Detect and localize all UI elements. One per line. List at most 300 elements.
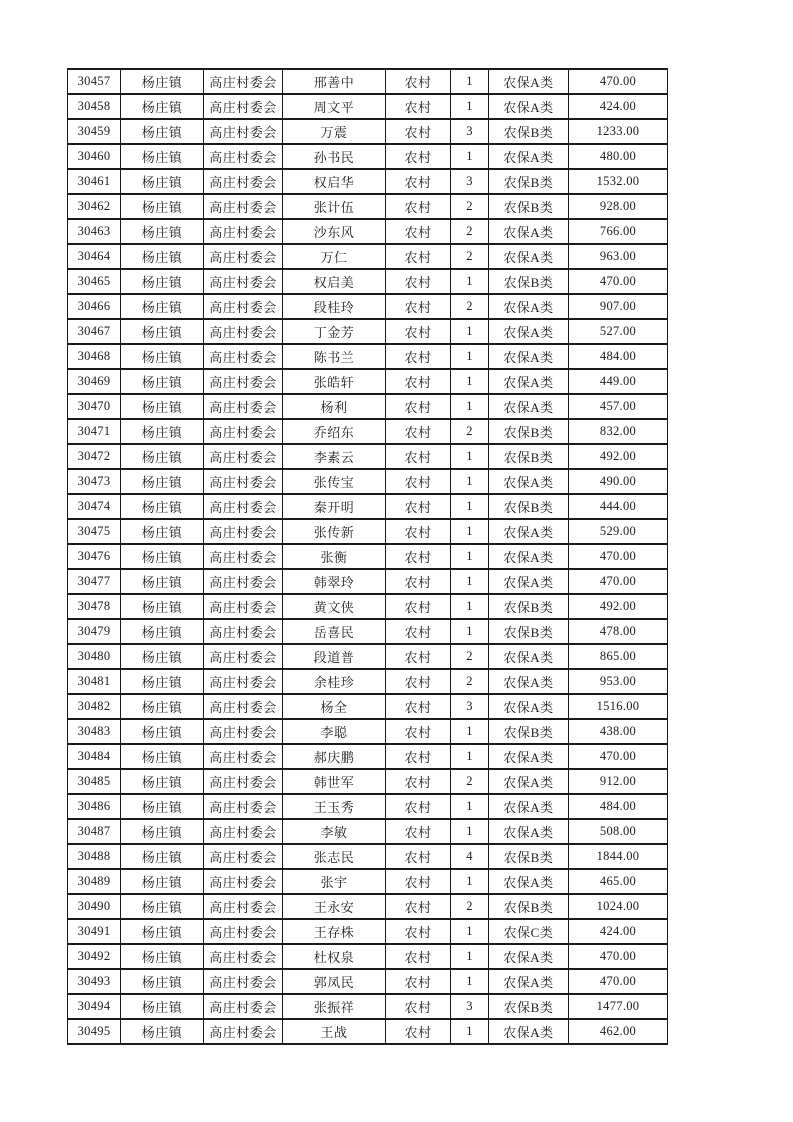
town-cell: 杨庄镇 [121, 569, 204, 594]
amount-cell: 1477.00 [569, 994, 668, 1019]
village-committee-cell: 高庄村委会 [204, 544, 283, 569]
serial-number-cell: 30466 [68, 294, 121, 319]
person-name-cell: 沙东风 [283, 219, 386, 244]
town-cell: 杨庄镇 [121, 219, 204, 244]
insurance-category-cell: 农保A类 [489, 244, 569, 269]
person-name-cell: 陈书兰 [283, 344, 386, 369]
person-count-cell: 1 [451, 469, 489, 494]
table-row [68, 319, 668, 344]
village-committee-cell: 高庄村委会 [204, 119, 283, 144]
serial-number-cell: 30474 [68, 494, 121, 519]
amount-cell: 953.00 [569, 669, 668, 694]
amount-cell: 438.00 [569, 719, 668, 744]
table-row [68, 444, 668, 469]
person-name-cell: 王战 [283, 1019, 386, 1044]
town-cell: 杨庄镇 [121, 969, 204, 994]
person-count-cell: 1 [451, 919, 489, 944]
serial-number-cell: 30475 [68, 519, 121, 544]
person-name-cell: 万仁 [283, 244, 386, 269]
serial-number-cell: 30471 [68, 419, 121, 444]
table-row [68, 819, 668, 844]
village-committee-cell: 高庄村委会 [204, 294, 283, 319]
serial-number-cell: 30473 [68, 469, 121, 494]
person-name-cell: 张计伍 [283, 194, 386, 219]
insurance-category-cell: 农保A类 [489, 569, 569, 594]
village-committee-cell: 高庄村委会 [204, 519, 283, 544]
residence-type-cell: 农村 [386, 869, 451, 894]
person-count-cell: 1 [451, 969, 489, 994]
insurance-category-cell: 农保A类 [489, 944, 569, 969]
person-name-cell: 张志民 [283, 844, 386, 869]
town-cell: 杨庄镇 [121, 344, 204, 369]
table-row [68, 269, 668, 294]
person-count-cell: 1 [451, 944, 489, 969]
person-count-cell: 1 [451, 94, 489, 119]
village-committee-cell: 高庄村委会 [204, 269, 283, 294]
insurance-category-cell: 农保A类 [489, 344, 569, 369]
person-count-cell: 1 [451, 269, 489, 294]
person-name-cell: 张衡 [283, 544, 386, 569]
residence-type-cell: 农村 [386, 194, 451, 219]
residence-type-cell: 农村 [386, 819, 451, 844]
town-cell: 杨庄镇 [121, 319, 204, 344]
village-committee-cell: 高庄村委会 [204, 819, 283, 844]
residence-type-cell: 农村 [386, 969, 451, 994]
serial-number-cell: 30486 [68, 794, 121, 819]
person-count-cell: 3 [451, 169, 489, 194]
person-count-cell: 1 [451, 819, 489, 844]
insurance-category-cell: 农保A类 [489, 669, 569, 694]
town-cell: 杨庄镇 [121, 994, 204, 1019]
serial-number-cell: 30459 [68, 119, 121, 144]
amount-cell: 465.00 [569, 869, 668, 894]
table-row [68, 144, 668, 169]
residence-type-cell: 农村 [386, 719, 451, 744]
person-name-cell: 周文平 [283, 94, 386, 119]
amount-cell: 529.00 [569, 519, 668, 544]
amount-cell: 508.00 [569, 819, 668, 844]
person-count-cell: 4 [451, 844, 489, 869]
table-row [68, 869, 668, 894]
serial-number-cell: 30491 [68, 919, 121, 944]
amount-cell: 478.00 [569, 619, 668, 644]
town-cell: 杨庄镇 [121, 719, 204, 744]
town-cell: 杨庄镇 [121, 469, 204, 494]
insurance-category-cell: 农保B类 [489, 994, 569, 1019]
residence-type-cell: 农村 [386, 69, 451, 94]
village-committee-cell: 高庄村委会 [204, 669, 283, 694]
insurance-category-cell: 农保A类 [489, 969, 569, 994]
table-row [68, 294, 668, 319]
village-committee-cell: 高庄村委会 [204, 1019, 283, 1044]
person-name-cell: 杜权泉 [283, 944, 386, 969]
residence-type-cell: 农村 [386, 294, 451, 319]
town-cell: 杨庄镇 [121, 494, 204, 519]
amount-cell: 912.00 [569, 769, 668, 794]
person-count-cell: 1 [451, 569, 489, 594]
town-cell: 杨庄镇 [121, 144, 204, 169]
insurance-category-cell: 农保A类 [489, 319, 569, 344]
person-name-cell: 张传宝 [283, 469, 386, 494]
serial-number-cell: 30465 [68, 269, 121, 294]
person-name-cell: 王存株 [283, 919, 386, 944]
table-row [68, 494, 668, 519]
table-row [68, 119, 668, 144]
insurance-category-cell: 农保A类 [489, 469, 569, 494]
insurance-category-cell: 农保A类 [489, 369, 569, 394]
residence-type-cell: 农村 [386, 544, 451, 569]
insurance-category-cell: 农保B类 [489, 169, 569, 194]
village-committee-cell: 高庄村委会 [204, 244, 283, 269]
person-count-cell: 1 [451, 719, 489, 744]
insurance-category-cell: 农保A类 [489, 519, 569, 544]
person-name-cell: 岳喜民 [283, 619, 386, 644]
person-count-cell: 2 [451, 769, 489, 794]
residence-type-cell: 农村 [386, 944, 451, 969]
town-cell: 杨庄镇 [121, 244, 204, 269]
serial-number-cell: 30489 [68, 869, 121, 894]
serial-number-cell: 30467 [68, 319, 121, 344]
insurance-category-cell: 农保A类 [489, 644, 569, 669]
village-committee-cell: 高庄村委会 [204, 919, 283, 944]
amount-cell: 457.00 [569, 394, 668, 419]
person-count-cell: 1 [451, 544, 489, 569]
village-committee-cell: 高庄村委会 [204, 794, 283, 819]
town-cell: 杨庄镇 [121, 444, 204, 469]
insurance-roster-table [67, 68, 668, 1045]
amount-cell: 470.00 [569, 969, 668, 994]
village-committee-cell: 高庄村委会 [204, 944, 283, 969]
residence-type-cell: 农村 [386, 519, 451, 544]
person-name-cell: 李敏 [283, 819, 386, 844]
insurance-category-cell: 农保B类 [489, 719, 569, 744]
serial-number-cell: 30477 [68, 569, 121, 594]
serial-number-cell: 30469 [68, 369, 121, 394]
residence-type-cell: 农村 [386, 619, 451, 644]
residence-type-cell: 农村 [386, 94, 451, 119]
village-committee-cell: 高庄村委会 [204, 769, 283, 794]
town-cell: 杨庄镇 [121, 269, 204, 294]
village-committee-cell: 高庄村委会 [204, 319, 283, 344]
residence-type-cell: 农村 [386, 169, 451, 194]
town-cell: 杨庄镇 [121, 844, 204, 869]
table-row [68, 594, 668, 619]
village-committee-cell: 高庄村委会 [204, 569, 283, 594]
amount-cell: 449.00 [569, 369, 668, 394]
person-count-cell: 1 [451, 394, 489, 419]
person-count-cell: 3 [451, 119, 489, 144]
serial-number-cell: 30472 [68, 444, 121, 469]
person-name-cell: 乔绍东 [283, 419, 386, 444]
residence-type-cell: 农村 [386, 469, 451, 494]
person-count-cell: 1 [451, 869, 489, 894]
person-name-cell: 王玉秀 [283, 794, 386, 819]
person-count-cell: 2 [451, 669, 489, 694]
insurance-category-cell: 农保A类 [489, 694, 569, 719]
person-count-cell: 2 [451, 894, 489, 919]
serial-number-cell: 30478 [68, 594, 121, 619]
residence-type-cell: 农村 [386, 669, 451, 694]
person-count-cell: 1 [451, 594, 489, 619]
town-cell: 杨庄镇 [121, 394, 204, 419]
person-name-cell: 郝庆鹏 [283, 744, 386, 769]
amount-cell: 907.00 [569, 294, 668, 319]
residence-type-cell: 农村 [386, 744, 451, 769]
insurance-category-cell: 农保B类 [489, 844, 569, 869]
residence-type-cell: 农村 [386, 644, 451, 669]
table-row [68, 469, 668, 494]
table-row [68, 669, 668, 694]
village-committee-cell: 高庄村委会 [204, 719, 283, 744]
residence-type-cell: 农村 [386, 319, 451, 344]
amount-cell: 1516.00 [569, 694, 668, 719]
table-row [68, 194, 668, 219]
table-row [68, 969, 668, 994]
person-count-cell: 1 [451, 344, 489, 369]
serial-number-cell: 30480 [68, 644, 121, 669]
village-committee-cell: 高庄村委会 [204, 194, 283, 219]
town-cell: 杨庄镇 [121, 919, 204, 944]
serial-number-cell: 30460 [68, 144, 121, 169]
village-committee-cell: 高庄村委会 [204, 694, 283, 719]
amount-cell: 492.00 [569, 594, 668, 619]
table-row [68, 69, 668, 94]
amount-cell: 1024.00 [569, 894, 668, 919]
residence-type-cell: 农村 [386, 1019, 451, 1044]
residence-type-cell: 农村 [386, 344, 451, 369]
serial-number-cell: 30470 [68, 394, 121, 419]
insurance-category-cell: 农保B类 [489, 444, 569, 469]
residence-type-cell: 农村 [386, 794, 451, 819]
village-committee-cell: 高庄村委会 [204, 344, 283, 369]
serial-number-cell: 30462 [68, 194, 121, 219]
amount-cell: 1233.00 [569, 119, 668, 144]
person-count-cell: 2 [451, 219, 489, 244]
serial-number-cell: 30490 [68, 894, 121, 919]
person-name-cell: 万震 [283, 119, 386, 144]
residence-type-cell: 农村 [386, 369, 451, 394]
village-committee-cell: 高庄村委会 [204, 894, 283, 919]
table-row [68, 1019, 668, 1044]
serial-number-cell: 30492 [68, 944, 121, 969]
amount-cell: 1844.00 [569, 844, 668, 869]
table-row [68, 394, 668, 419]
person-count-cell: 2 [451, 244, 489, 269]
residence-type-cell: 农村 [386, 919, 451, 944]
serial-number-cell: 30464 [68, 244, 121, 269]
amount-cell: 484.00 [569, 794, 668, 819]
table-body [68, 69, 668, 1044]
town-cell: 杨庄镇 [121, 744, 204, 769]
serial-number-cell: 30457 [68, 69, 121, 94]
person-name-cell: 权启美 [283, 269, 386, 294]
person-name-cell: 杨利 [283, 394, 386, 419]
village-committee-cell: 高庄村委会 [204, 444, 283, 469]
residence-type-cell: 农村 [386, 144, 451, 169]
village-committee-cell: 高庄村委会 [204, 594, 283, 619]
person-count-cell: 1 [451, 494, 489, 519]
person-count-cell: 1 [451, 369, 489, 394]
person-name-cell: 张宇 [283, 869, 386, 894]
residence-type-cell: 农村 [386, 844, 451, 869]
person-name-cell: 张皓轩 [283, 369, 386, 394]
amount-cell: 865.00 [569, 644, 668, 669]
amount-cell: 462.00 [569, 1019, 668, 1044]
village-committee-cell: 高庄村委会 [204, 869, 283, 894]
table-row [68, 694, 668, 719]
person-name-cell: 韩世军 [283, 769, 386, 794]
town-cell: 杨庄镇 [121, 869, 204, 894]
insurance-category-cell: 农保A类 [489, 544, 569, 569]
amount-cell: 470.00 [569, 69, 668, 94]
town-cell: 杨庄镇 [121, 194, 204, 219]
town-cell: 杨庄镇 [121, 819, 204, 844]
town-cell: 杨庄镇 [121, 119, 204, 144]
town-cell: 杨庄镇 [121, 794, 204, 819]
amount-cell: 470.00 [569, 269, 668, 294]
person-name-cell: 秦开明 [283, 494, 386, 519]
village-committee-cell: 高庄村委会 [204, 969, 283, 994]
serial-number-cell: 30493 [68, 969, 121, 994]
serial-number-cell: 30483 [68, 719, 121, 744]
table-row [68, 344, 668, 369]
village-committee-cell: 高庄村委会 [204, 994, 283, 1019]
insurance-category-cell: 农保A类 [489, 744, 569, 769]
residence-type-cell: 农村 [386, 569, 451, 594]
amount-cell: 470.00 [569, 744, 668, 769]
person-name-cell: 黄文侠 [283, 594, 386, 619]
insurance-category-cell: 农保A类 [489, 769, 569, 794]
table-row [68, 994, 668, 1019]
residence-type-cell: 农村 [386, 594, 451, 619]
table-row [68, 844, 668, 869]
person-name-cell: 张振祥 [283, 994, 386, 1019]
table-row [68, 944, 668, 969]
table-row [68, 244, 668, 269]
village-committee-cell: 高庄村委会 [204, 219, 283, 244]
amount-cell: 832.00 [569, 419, 668, 444]
village-committee-cell: 高庄村委会 [204, 844, 283, 869]
person-name-cell: 丁金芳 [283, 319, 386, 344]
insurance-category-cell: 农保A类 [489, 819, 569, 844]
table-row [68, 644, 668, 669]
amount-cell: 424.00 [569, 919, 668, 944]
person-name-cell: 段桂玲 [283, 294, 386, 319]
insurance-category-cell: 农保A类 [489, 394, 569, 419]
town-cell: 杨庄镇 [121, 294, 204, 319]
table-row [68, 569, 668, 594]
table-row [68, 744, 668, 769]
insurance-category-cell: 农保B类 [489, 594, 569, 619]
person-count-cell: 1 [451, 519, 489, 544]
person-count-cell: 1 [451, 444, 489, 469]
town-cell: 杨庄镇 [121, 1019, 204, 1044]
serial-number-cell: 30484 [68, 744, 121, 769]
residence-type-cell: 农村 [386, 994, 451, 1019]
serial-number-cell: 30458 [68, 94, 121, 119]
village-committee-cell: 高庄村委会 [204, 744, 283, 769]
table-row [68, 419, 668, 444]
serial-number-cell: 30494 [68, 994, 121, 1019]
insurance-category-cell: 农保B类 [489, 894, 569, 919]
amount-cell: 470.00 [569, 569, 668, 594]
table-row [68, 919, 668, 944]
residence-type-cell: 农村 [386, 419, 451, 444]
table-row [68, 719, 668, 744]
serial-number-cell: 30487 [68, 819, 121, 844]
insurance-category-cell: 农保A类 [489, 219, 569, 244]
table-row [68, 619, 668, 644]
table-row [68, 769, 668, 794]
person-count-cell: 3 [451, 694, 489, 719]
residence-type-cell: 农村 [386, 694, 451, 719]
residence-type-cell: 农村 [386, 494, 451, 519]
insurance-category-cell: 农保B类 [489, 494, 569, 519]
insurance-category-cell: 农保B类 [489, 119, 569, 144]
amount-cell: 527.00 [569, 319, 668, 344]
village-committee-cell: 高庄村委会 [204, 69, 283, 94]
person-name-cell: 王永安 [283, 894, 386, 919]
residence-type-cell: 农村 [386, 119, 451, 144]
village-committee-cell: 高庄村委会 [204, 419, 283, 444]
village-committee-cell: 高庄村委会 [204, 169, 283, 194]
person-count-cell: 2 [451, 294, 489, 319]
village-committee-cell: 高庄村委会 [204, 494, 283, 519]
person-count-cell: 1 [451, 69, 489, 94]
town-cell: 杨庄镇 [121, 944, 204, 969]
amount-cell: 470.00 [569, 544, 668, 569]
table-row [68, 369, 668, 394]
town-cell: 杨庄镇 [121, 894, 204, 919]
person-count-cell: 1 [451, 319, 489, 344]
insurance-category-cell: 农保A类 [489, 869, 569, 894]
table-row [68, 219, 668, 244]
village-committee-cell: 高庄村委会 [204, 94, 283, 119]
town-cell: 杨庄镇 [121, 769, 204, 794]
person-name-cell: 李聪 [283, 719, 386, 744]
amount-cell: 470.00 [569, 944, 668, 969]
amount-cell: 424.00 [569, 94, 668, 119]
town-cell: 杨庄镇 [121, 419, 204, 444]
amount-cell: 480.00 [569, 144, 668, 169]
person-name-cell: 杨全 [283, 694, 386, 719]
amount-cell: 928.00 [569, 194, 668, 219]
serial-number-cell: 30485 [68, 769, 121, 794]
amount-cell: 963.00 [569, 244, 668, 269]
serial-number-cell: 30488 [68, 844, 121, 869]
residence-type-cell: 农村 [386, 244, 451, 269]
insurance-category-cell: 农保B类 [489, 619, 569, 644]
table-row [68, 94, 668, 119]
person-name-cell: 郭凤民 [283, 969, 386, 994]
serial-number-cell: 30482 [68, 694, 121, 719]
person-count-cell: 3 [451, 994, 489, 1019]
village-committee-cell: 高庄村委会 [204, 469, 283, 494]
serial-number-cell: 30476 [68, 544, 121, 569]
person-name-cell: 张传新 [283, 519, 386, 544]
amount-cell: 492.00 [569, 444, 668, 469]
table-row [68, 544, 668, 569]
amount-cell: 484.00 [569, 344, 668, 369]
table-row [68, 894, 668, 919]
town-cell: 杨庄镇 [121, 694, 204, 719]
serial-number-cell: 30461 [68, 169, 121, 194]
town-cell: 杨庄镇 [121, 519, 204, 544]
insurance-category-cell: 农保A类 [489, 94, 569, 119]
person-name-cell: 段道普 [283, 644, 386, 669]
village-committee-cell: 高庄村委会 [204, 369, 283, 394]
insurance-category-cell: 农保A类 [489, 69, 569, 94]
